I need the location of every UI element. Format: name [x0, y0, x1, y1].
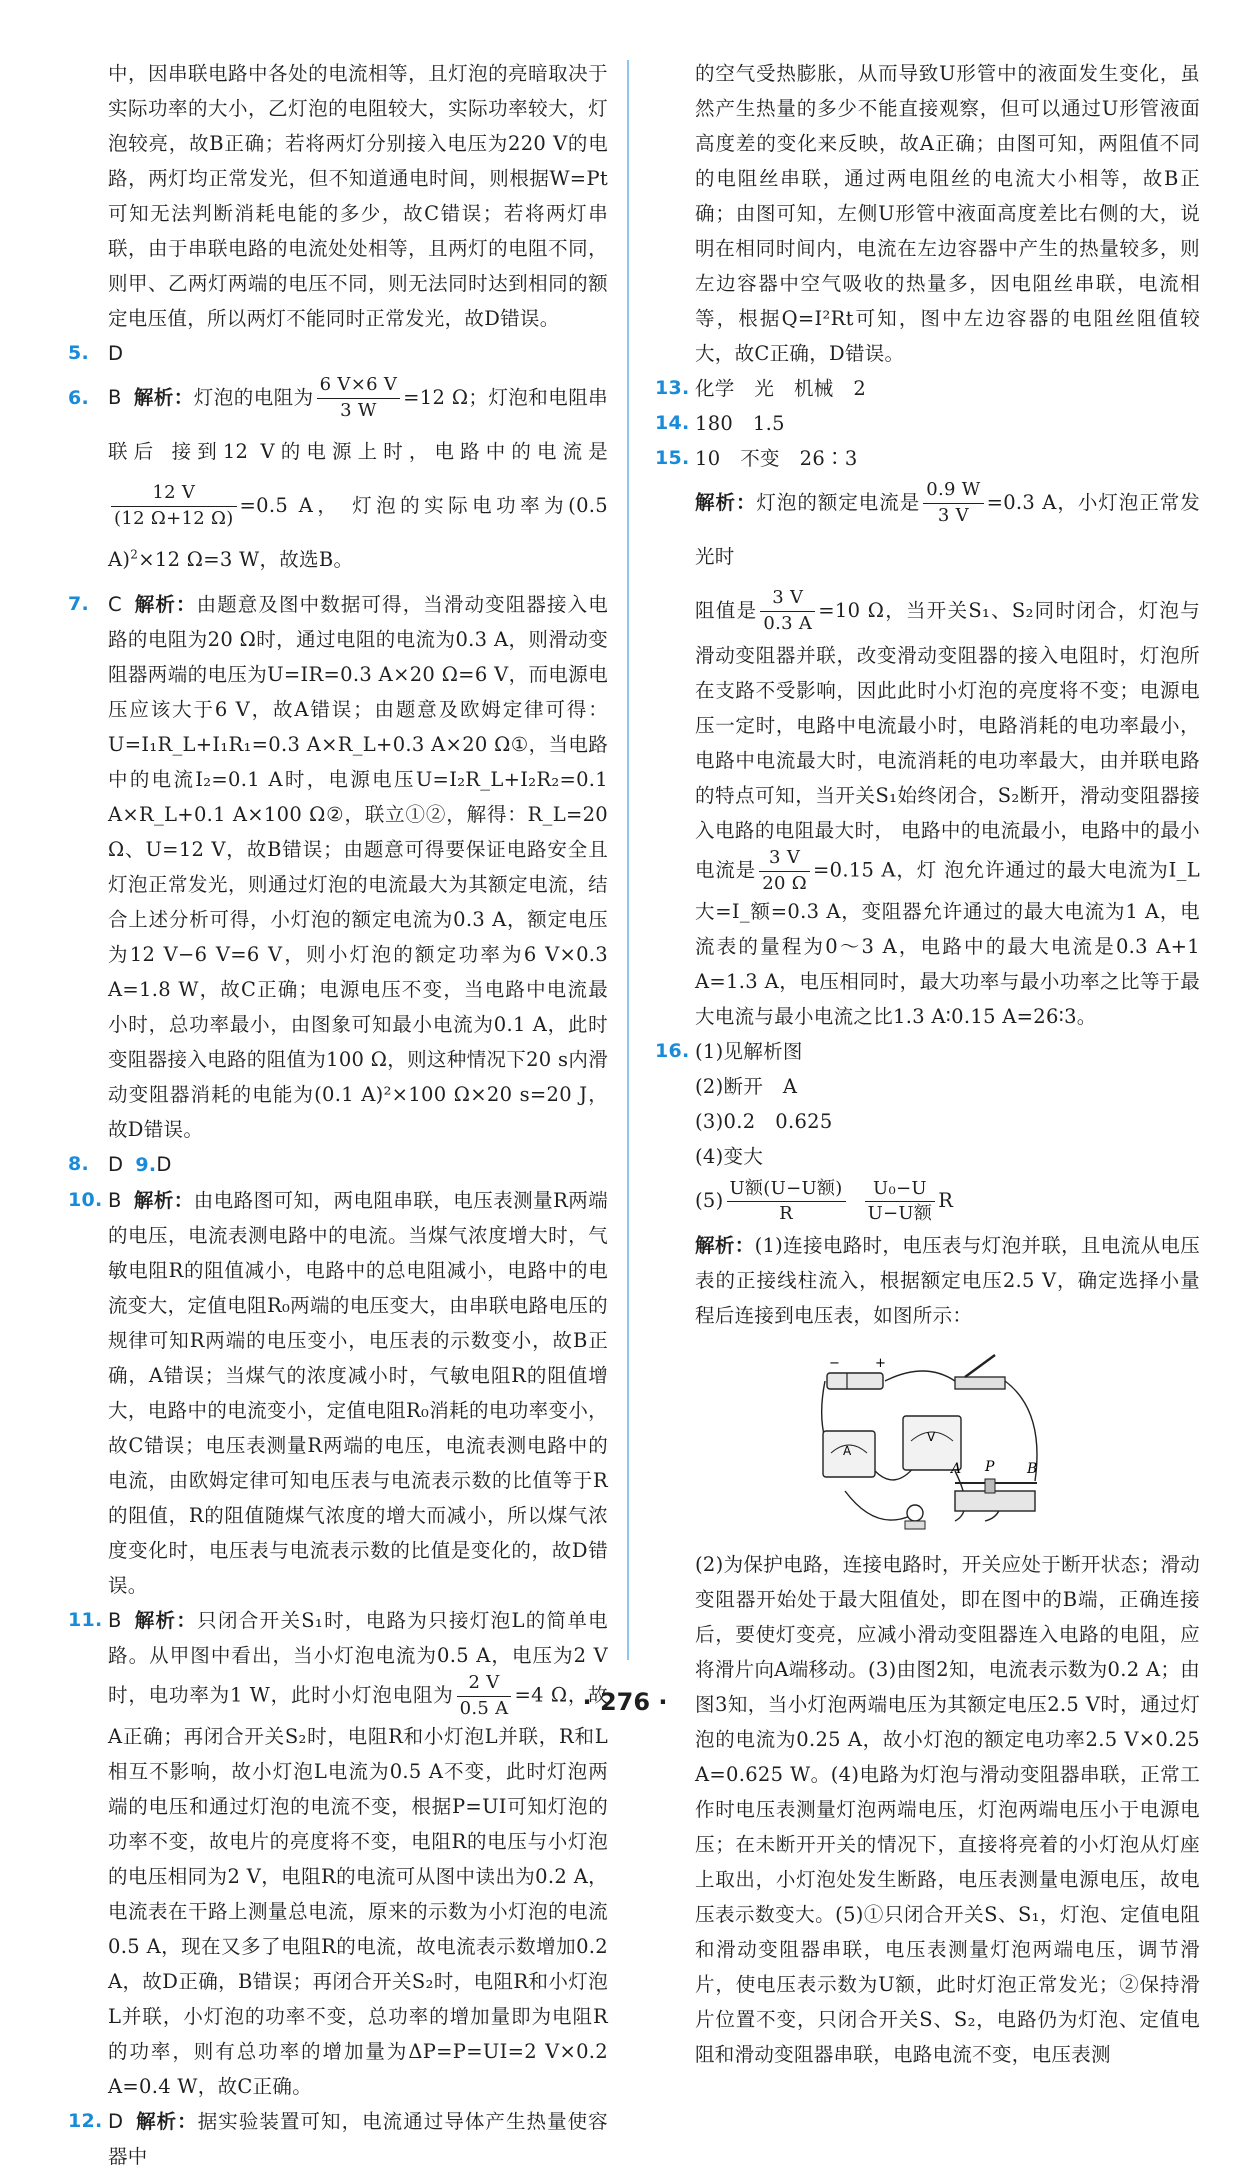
- sub-answer: (4)变大: [695, 1145, 764, 1169]
- voltmeter-label: V: [927, 1430, 936, 1445]
- analysis-label: 解析：: [133, 1609, 198, 1632]
- answer-item-7: [68, 587, 608, 1147]
- wire: [885, 1371, 955, 1381]
- column-divider: [627, 60, 629, 1660]
- wire: [845, 1491, 910, 1520]
- item-number: 9.: [135, 1154, 157, 1176]
- text: ×12 Ω=3 W，故选B。: [138, 548, 354, 571]
- denominator: 0.5 A: [459, 1697, 509, 1719]
- fraction: [760, 588, 815, 634]
- analysis-label: 解析：: [695, 1234, 755, 1258]
- denominator: U−U额: [867, 1203, 933, 1225]
- answer-item-8-9: [68, 1147, 608, 1183]
- answer-item-15: [655, 441, 1200, 476]
- lamp-base: [905, 1521, 925, 1529]
- item-number: 7.: [68, 593, 90, 615]
- item-number: 8.: [68, 1153, 90, 1175]
- item-number: 11.: [68, 1609, 103, 1631]
- denominator: 20 Ω: [762, 872, 807, 894]
- switch-base: [955, 1377, 1005, 1389]
- answer-choice: D: [108, 2110, 124, 2134]
- answer-choice: B: [108, 1609, 122, 1632]
- answer-item-10: [68, 1183, 608, 1603]
- answer-16-sub: [655, 1069, 1200, 1228]
- text: 泡允许通过的最大电流为I_L大=I_额=0.3 A，变阻器允许通过的最大电流为1 A，电流表的量程为0～3 A，电路中的最大电流是0.3 A+1 A=1.3 A，电压相同时，最大功率与最小功率之比等于最大电流与最小电流之比1.3 A∶0.15 A=26∶3。: [695, 858, 1200, 1029]
- denominator: 3 V: [937, 505, 969, 526]
- numerator: 12 V: [111, 483, 237, 507]
- analysis-text: 只闭合开关S₁时，电路为只接灯泡L的简单电路。从甲图中看出，当小灯泡电流为0.5 A，电压为2 V时，电功率为1 W，此时小灯泡电阻为: [108, 1609, 608, 1707]
- numerator: 3 V: [759, 848, 810, 872]
- answer-item-11: [68, 1603, 608, 2104]
- item-number: 6.: [68, 387, 90, 409]
- rheostat-icon: [955, 1491, 1035, 1511]
- answer-text: 180 1.5: [695, 412, 785, 435]
- terminal-b-label: B: [1027, 1461, 1038, 1478]
- answer-16-analysis: [655, 1228, 1200, 1333]
- q12-continuation: 的空气受热膨胀，从而导致U形管中的液面发生变化，虽然产生热量的多少不能直接观察，但可以通过U形管液面高度差的变化来反映，故A正确；由图可知，两阻值不同的电阻丝串联，通过两电阻丝的电流大小相等，故B正确；由图可知，左侧U形管中液面高度差比右侧的大，说明在相同时间内，电流在左边容器中产生的热量较多，则左边容器中空气吸收的热量多，因电阻丝串联，电流相等，根据Q=I²Rt可知，图中左边容器的电阻丝阻值较大，故C正确，D错误。: [695, 62, 1200, 365]
- sub-answer-5: [695, 1174, 1200, 1228]
- answer-text: 10 不变 26∶3: [695, 447, 858, 470]
- answer-choice: D: [156, 1153, 172, 1176]
- text: (5): [695, 1189, 724, 1213]
- item-number: 14.: [655, 412, 690, 434]
- analysis-text: (1)连接电路时，电压表与灯泡并联，且电流从电压表的正接线柱流入，根据额定电压2.5 V，确定选择小量程后连接到电压表，如图所示：: [695, 1234, 1200, 1328]
- fraction: [111, 483, 237, 529]
- numerator: 6 V×6 V: [317, 375, 401, 399]
- denominator: (12 Ω+12 Ω): [114, 508, 234, 529]
- ammeter-label: A: [843, 1444, 852, 1459]
- item-number: 12.: [68, 2110, 103, 2133]
- numerator: 2 V: [457, 1673, 512, 1697]
- item-number: 13.: [655, 377, 690, 399]
- answer-item-14: [655, 406, 1200, 441]
- fraction: [923, 480, 983, 526]
- text: 接到12 V的电源上时，电路中的电流是: [171, 440, 609, 463]
- terminal-a-label: A: [951, 1461, 962, 1478]
- numerator: U额(U−U额): [727, 1179, 846, 1203]
- item-number: 5.: [68, 342, 90, 364]
- item-number: 16.: [655, 1040, 690, 1063]
- analysis-label: 解析：: [133, 593, 197, 616]
- lamp-icon: [907, 1505, 923, 1521]
- answer-choice: C: [108, 593, 122, 616]
- page-number: · 276 ·: [582, 1688, 668, 1716]
- text: 灯泡的实际电功率为(0.5 A): [108, 494, 608, 571]
- denominator: 3 W: [340, 400, 377, 421]
- analysis-label: 解析：: [133, 386, 194, 409]
- text: 阻值是: [695, 599, 758, 622]
- switch-lever-icon: [965, 1355, 995, 1377]
- analysis-label: 解析：: [695, 491, 757, 514]
- answer-choice: D: [108, 1153, 124, 1176]
- answer-choice: B: [108, 1189, 122, 1212]
- battery-plus-label: +: [875, 1356, 887, 1372]
- analysis-label: 解析：: [133, 1189, 194, 1212]
- text: =0.5 A，: [239, 494, 342, 517]
- answer-15-analysis: [655, 476, 1200, 584]
- answer-choice: D: [108, 342, 124, 365]
- item-number: 10.: [68, 1189, 103, 1211]
- sub-answer: (3)0.2 0.625: [695, 1110, 833, 1134]
- analysis-text: 据实验装置可知，电流通过导体产生热量使容器中: [108, 2110, 608, 2169]
- answer-16-analysis-cont: (2)为保护电路，连接电路时，开关应处于断开状态；滑动变阻器开始处于最大阻值处，即在图中的B端，正确连接后，要使灯变亮，应减小滑动变阻器连入电路的电阻，应将滑片向A端移动。(3)由图2知，电流表示数为0.2 A；由图3知，当小灯泡两端电压为其额定电压2.5 V时，通过灯泡的电流为0.25 A，故小灯泡的额定电功率2.5 V×0.25 A=0.625 W。(4)电路为灯泡与滑动变阻器串联，正常工作时电压表测量灯泡两端电压，灯泡两端电压小于电源电压；在未断开开关的情况下，直接将亮着的小灯泡从灯座上取出，小灯泡处发生断路，电压表测量电源电压，故电压表示数变大。(5)①只闭合开关S、S₁，灯泡、定值电阻和滑动变阻器串联，电压表测量灯泡两端电压，调节滑片，使电压表示数为U额，此时灯泡正常发光；②保持滑片位置不变，只闭合开关S、S₂，电路仍为灯泡、定值电阻和滑动变阻器串联，电路电流不变，电压表测: [695, 1553, 1200, 2067]
- sub-answer: (2)断开 A: [695, 1075, 798, 1099]
- item-number: 15.: [655, 447, 690, 469]
- answer-item-16: [655, 1034, 1200, 1069]
- sub-answer: (1)见解析图: [695, 1040, 803, 1064]
- text: =0.3 A，小灯泡正常发光时: [695, 491, 1200, 568]
- slider-icon: [985, 1479, 995, 1493]
- text: 电路中的电流最小，电路中的最小电流是: [695, 819, 1200, 882]
- battery-icon: [827, 1373, 883, 1389]
- answer-choice: B: [108, 386, 122, 409]
- analysis-text: 由题意及图中数据可得，当滑动变阻器接入电路的电阻为20 Ω时，通过电阻的电流为0.3 A，则滑动变阻器两端的电压为U=IR=0.3 A×20 Ω=6 V，而电源电压应该大于6 V，故A错误；由题意及欧姆定律可得：U=I₁R_L+I₁R₁=0.3 A×R_L+0.3 A×20 Ω①，当电路中的电流I₂=0.1 A时，电源电压U=I₂R_L+I₂R₂=0.1 A×R_L+0.1 A×100 Ω②，联立①②，解得：R_L=20 Ω、U=12 V，故B错误；由题意可得要保证电路安全且灯泡正常发光，则通过灯泡的电流最大为其额定电流，结合上述分析可得，小灯泡的额定电流为0.3 A，额定电压为12 V−6 V=6 V，则小灯泡的额定功率为6 V×0.3 A=1.8 W，故C正确；电源电压不变，当电路中电流最小时，总功率最小，由图象可知最小电流为0.1 A，此时变阻器接入电路的阻值为100 Ω，则这种情况下20 s内滑动变阻器消耗的电能为(0.1 A)²×100 Ω×20 s=20 J，故D错误。: [108, 593, 608, 1141]
- circuit-diagram: [805, 1341, 1055, 1541]
- answer-text: 化学 光 机械 2: [695, 377, 867, 400]
- circuit-figure: [655, 1341, 1200, 1541]
- q4-continuation: 中，因串联电路中各处的电流相等，且灯泡的亮暗取决于实际功率的大小，乙灯泡的电阻较大，实际功率较大，灯泡较亮，故B正确；若将两灯分别接入电压为220 V的电路，两灯均正常发光，但不知道通电时间，则根据W=Pt可知无法判断消耗电能的多少，故C错误；若将两灯串联，由于串联电路的电流处处相等，且两灯的电阻不同，则甲、乙两灯两端的电压不同，则无法同时达到相同的额定电压值，所以两灯不能同时正常发光，故D错误。: [108, 62, 608, 330]
- answer-item-6: [68, 371, 608, 587]
- fraction: [759, 848, 810, 894]
- text: =0.15 A，灯: [812, 858, 938, 882]
- text: 灯泡的额定电流是: [756, 491, 921, 514]
- fraction: [317, 375, 401, 421]
- denominator: R: [779, 1203, 793, 1225]
- analysis-text: =4 Ω，故A正确；再闭合开关S₂时，电阻R和小灯泡L并联，R和L相互不影响，故小灯泡L电流为0.5 A不变，此时灯泡两端的电压和通过灯泡的电流不变，根据P=UI可知灯泡的功率不变，故电片的亮度将不变，电阻R的电压与小灯泡的电压相同为2 V，电阻R的电流可从图中读出为0.2 A，电流表在干路上测量总电流，原来的示数为小灯泡的电流0.5 A，现在又多了电阻R的电流，故电流表示数增加0.2 A，故D正确，B错误；再闭合开关S₂时，电阻R和小灯泡L并联，小灯泡的功率不变，总功率的增加量即为电阻R的功率，则有总功率的增加量为ΔP=P=UI=2 V×0.2 A=0.4 W，故C正确。: [108, 1683, 608, 2099]
- analysis-label: 解析：: [135, 2110, 198, 2134]
- denominator: 0.3 A: [763, 613, 813, 634]
- text: 灯泡的电阻为: [193, 386, 314, 409]
- left-column: [68, 56, 608, 2174]
- numerator: 0.9 W: [923, 480, 983, 504]
- numerator: U₀−U: [865, 1179, 936, 1203]
- superscript: 2: [130, 547, 139, 562]
- battery-minus-label: −: [829, 1356, 841, 1372]
- answer-item-12: [68, 2104, 608, 2174]
- text: R: [938, 1189, 954, 1213]
- text: =10 Ω，当开关S₁、S₂同时闭合，灯泡与滑动变阻器并联，改变滑动变阻器的接入电阻时，灯泡所在支路不受影响，因此此时小灯泡的亮度将不变；电源电压一定时，电路中电流最小时，电路消耗的电功率最小，电路中电流最大时，电流消耗的电功率最大，由并联电路的特点可知，当开关S₁始终闭合，S₂断开，滑动变阻器接入电路的电阻最大时，: [695, 599, 1200, 842]
- text: =12 Ω；灯泡和电阻串联后: [108, 386, 608, 463]
- right-column: [655, 56, 1200, 2072]
- answer-15-analysis-cont: [655, 584, 1200, 1034]
- answer-item-13: [655, 371, 1200, 406]
- slider-p-label: P: [985, 1459, 995, 1476]
- analysis-text: 由电路图可知，两电阻串联，电压表测量R两端的电压，电流表测电路中的电流。当煤气浓度增大时，气敏电阻R的阻值减小，电路中的总电阻减小，电路中的电流变大，定值电阻R₀两端的电压变大，由串联电路电压的规律可知R两端的电压变小，电压表的示数变小，故B正确，A错误；当煤气的浓度减小时，气敏电阻R的阻值增大，电路中的电流变小，定值电阻R₀消耗的电功率变小，故C错误；电压表测量R两端的电压，电流表测电路中的电流，由欧姆定律可知电压表与电流表示数的比值等于R的阻值，R的阻值随煤气浓度的增大而减小，所以煤气浓度变化时，电压表与电流表示数的比值是变化的，故D错误。: [108, 1189, 609, 1597]
- fraction: [865, 1179, 936, 1225]
- fraction: [727, 1179, 846, 1225]
- numerator: 3 V: [760, 588, 815, 612]
- answer-item-5: [68, 336, 608, 371]
